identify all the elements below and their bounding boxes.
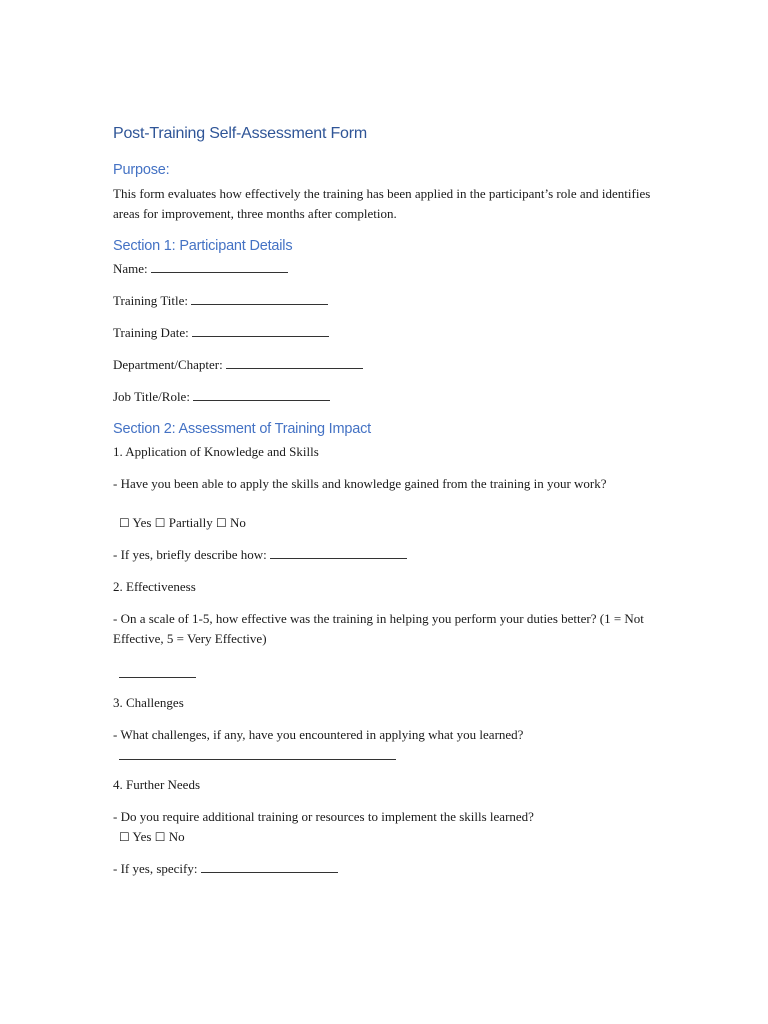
field-training-date-blank[interactable] bbox=[192, 323, 329, 337]
field-department bbox=[113, 355, 363, 375]
option-no-label: No bbox=[230, 515, 246, 530]
field-training-title bbox=[113, 291, 328, 311]
checkbox-no[interactable]: ☐ bbox=[216, 516, 227, 530]
field-training-date bbox=[113, 323, 329, 343]
q4-followup-blank[interactable] bbox=[201, 859, 338, 873]
field-name-blank[interactable] bbox=[151, 259, 288, 273]
q4-followup-label: - If yes, specify: bbox=[113, 861, 198, 876]
field-training-title-label: Training Title: bbox=[113, 293, 189, 308]
q3-title: 3. Challenges bbox=[113, 695, 184, 710]
field-name bbox=[113, 259, 288, 279]
option-no-label: No bbox=[168, 829, 185, 844]
field-name-label: Name: bbox=[113, 261, 148, 276]
q3-answer-blank[interactable] bbox=[119, 758, 396, 760]
field-training-date-label: Training Date: bbox=[113, 325, 189, 340]
checkbox-partially[interactable]: ☐ bbox=[154, 516, 166, 530]
field-training-title-blank[interactable] bbox=[191, 291, 328, 305]
option-partially-label: Partially bbox=[168, 515, 213, 530]
checkbox-no[interactable]: ☐ bbox=[154, 830, 166, 844]
q2-answer-blank[interactable] bbox=[119, 676, 196, 678]
q1-question: - Have you been able to apply the skills and knowledge gained from the training in your work? bbox=[113, 476, 607, 491]
q1-title: 1. Application of Knowledge and Skills bbox=[113, 444, 319, 459]
q4-options bbox=[113, 827, 185, 847]
q2-question: - On a scale of 1-5, how effective was the training in helping you perform your duties better? (1 = Not Effective, 5 = Very Effective) bbox=[113, 611, 644, 646]
checkbox-yes[interactable]: ☐ bbox=[119, 516, 130, 530]
q4-title: 4. Further Needs bbox=[113, 777, 201, 792]
q1-followup-blank[interactable] bbox=[270, 545, 407, 559]
q2-title: 2. Effectiveness bbox=[113, 579, 196, 594]
q1-options bbox=[113, 513, 246, 533]
field-job-title bbox=[113, 387, 330, 407]
option-yes-label: Yes bbox=[132, 515, 152, 530]
section2-heading: Section 2: Assessment of Training Impact bbox=[113, 421, 371, 437]
q1-followup bbox=[113, 545, 407, 565]
field-department-label: Department/Chapter: bbox=[113, 357, 223, 372]
section1-heading: Section 1: Participant Details bbox=[113, 238, 293, 254]
q4-question: - Do you require additional training or resources to implement the skills learned? bbox=[113, 809, 534, 824]
checkbox-yes[interactable]: ☐ bbox=[119, 830, 130, 844]
form-title: Post-Training Self-Assessment Form bbox=[113, 125, 368, 142]
purpose-heading: Purpose: bbox=[113, 162, 170, 178]
field-department-blank[interactable] bbox=[226, 355, 363, 369]
field-job-title-label: Job Title/Role: bbox=[113, 389, 190, 404]
q4-followup bbox=[113, 859, 338, 879]
option-yes-label: Yes bbox=[132, 829, 152, 844]
purpose-text: This form evaluates how effectively the training has been applied in the participant’s role and identifies areas for improvement, three months after completion. bbox=[113, 186, 651, 221]
field-job-title-blank[interactable] bbox=[193, 387, 330, 401]
q1-followup-label: - If yes, briefly describe how: bbox=[113, 547, 267, 562]
q3-question: - What challenges, if any, have you encountered in applying what you learned? bbox=[113, 727, 524, 742]
